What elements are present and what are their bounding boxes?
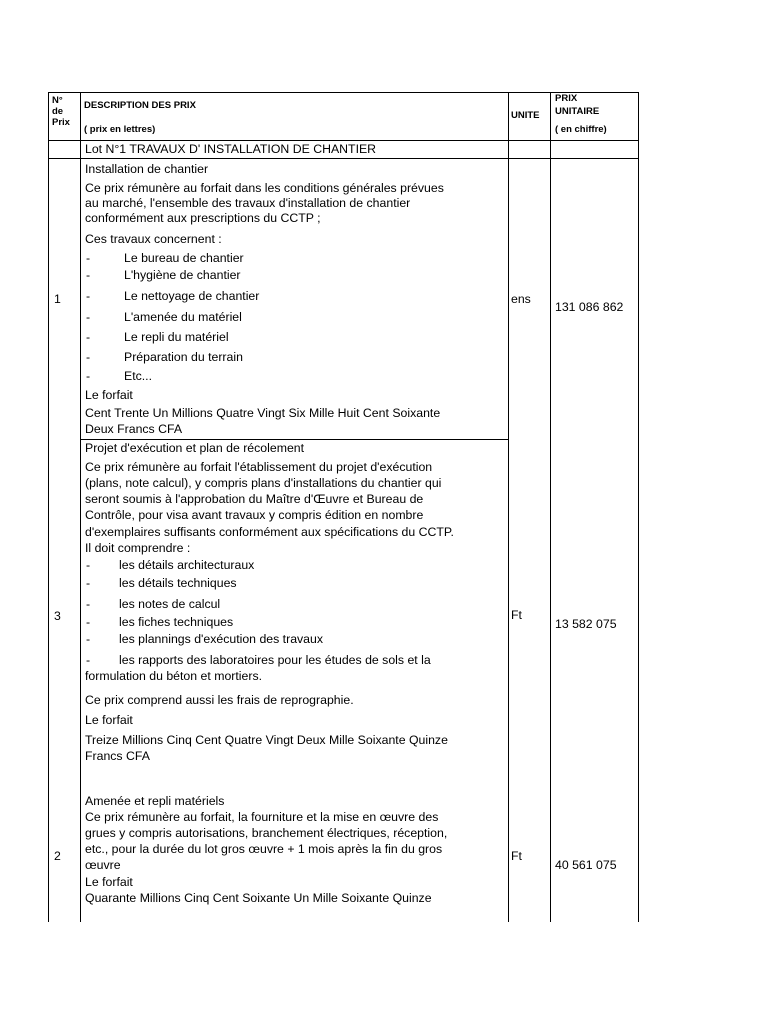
col-unit-border (508, 92, 509, 922)
bullet-dash: - (86, 330, 91, 344)
row3-bullet: les détails techniques (119, 576, 237, 590)
row3-desc-line: Il doit comprendre : (85, 541, 191, 555)
bullet-dash: - (86, 558, 91, 572)
row1-number: 1 (54, 292, 61, 306)
header-price-line1: PRIX (555, 93, 578, 104)
col-price-border (550, 92, 551, 922)
row3-bullet: les plannings d'exécution des travaux (119, 632, 324, 646)
row2-desc-line: œuvre (85, 858, 121, 872)
row1-bullet: Le bureau de chantier (124, 251, 244, 265)
row3-amount-words: Francs CFA (85, 749, 150, 763)
row3-desc-line: Ce prix rémunère au forfait l'établissement du projet d'exécution (85, 460, 433, 474)
bullet-dash: - (86, 251, 91, 265)
row1-amount-words: Cent Trente Un Millions Quatre Vingt Six Mille Huit Cent Soixante (85, 406, 441, 420)
bullet-dash: - (86, 350, 91, 364)
row1-desc-line: conformément aux prescriptions du CCTP ; (85, 211, 321, 225)
bullet-dash: - (86, 268, 91, 282)
row2-title: Amenée et repli matériels (85, 794, 225, 808)
row2-price: 40 561 075 (555, 858, 617, 872)
row3-bullet: les rapports des laboratoires pour les études de sols et la (119, 653, 431, 667)
header-description-title: DESCRIPTION DES PRIX (84, 100, 196, 111)
row1-bullet: Le nettoyage de chantier (124, 289, 260, 303)
lot-title: Lot N°1 TRAVAUX D' INSTALLATION DE CHANTIER (85, 142, 377, 156)
row1-title: Installation de chantier (85, 162, 209, 176)
header-description-sub: ( prix en lettres) (84, 124, 156, 135)
table-right-border (638, 92, 639, 922)
row2-number: 2 (54, 849, 61, 863)
row3-desc-line: Contrôle, pour visa avant travaux y compris édition en nombre (85, 508, 424, 522)
bullet-dash: - (86, 615, 91, 629)
bullet-dash: - (86, 310, 91, 324)
row3-desc-line: (plans, note calcul), y compris plans d'installations du chantier qui (85, 476, 442, 490)
row1-bullet: L'amenée du matériel (124, 310, 242, 324)
row2-unit: Ft (511, 849, 522, 863)
bullet-dash: - (86, 653, 91, 667)
row3-desc-line: d'exemplaires suffisants conformément aux spécifications du CCTP. (85, 525, 454, 539)
row2-desc-line: grues y compris autorisations, branchement électriques, réception, (85, 826, 448, 840)
row3-title: Projet d'exécution et plan de récolement (85, 441, 305, 455)
bullet-dash: - (86, 289, 91, 303)
row3-desc-line: seront soumis à l'approbation du Maître d'Œuvre et Bureau de (85, 492, 424, 506)
row1-desc-line: Ce prix rémunère au forfait dans les conditions générales prévues (85, 181, 444, 195)
table-left-border (48, 92, 49, 922)
bullet-dash: - (86, 597, 91, 611)
row3-bullet: les détails architecturaux (119, 558, 255, 572)
bullet-dash: - (86, 369, 91, 383)
col-description-border (80, 92, 81, 922)
row3-price: 13 582 075 (555, 617, 617, 631)
row3-number: 3 (54, 609, 61, 623)
row2-desc-line: Ce prix rémunère au forfait, la fourniture et la mise en œuvre des (85, 810, 439, 824)
row1-bullet: L'hygiène de chantier (124, 268, 241, 282)
row3-bullet-continuation: formulation du béton et mortiers. (85, 669, 263, 683)
row1-forfait: Le forfait (85, 388, 133, 402)
row3-amount-words: Treize Millions Cinq Cent Quatre Vingt Deux Mille Soixante Quinze (85, 733, 448, 747)
header-number-line1: N° (52, 95, 63, 106)
row1-bullet: Préparation du terrain (124, 350, 243, 364)
row1-intro: Ces travaux concernent : (85, 232, 222, 246)
row1-desc-bottom-border (80, 439, 509, 440)
row3-extra: Ce prix comprend aussi les frais de reprographie. (85, 693, 354, 707)
row1-bullet: Le repli du matériel (124, 330, 229, 344)
row3-unit: Ft (511, 608, 522, 622)
row3-forfait: Le forfait (85, 713, 133, 727)
header-unit: UNITE (511, 110, 540, 121)
row3-bullet: les fiches techniques (119, 615, 234, 629)
header-price-line3: ( en chiffre) (555, 124, 607, 135)
row1-amount-words: Deux Francs CFA (85, 422, 183, 436)
row2-forfait: Le forfait (85, 875, 133, 889)
header-number-line3: Prix (52, 117, 70, 128)
row2-desc-line: etc., pour la durée du lot gros œuvre + 1 mois après la fin du gros (85, 842, 443, 856)
row1-unit: ens (511, 292, 531, 306)
bullet-dash: - (86, 576, 91, 590)
row1-bullet: Etc... (124, 369, 153, 383)
row2-amount-words: Quarante Millions Cinq Cent Soixante Un Mille Soixante Quinze (85, 891, 432, 905)
row3-bullet: les notes de calcul (119, 597, 221, 611)
row1-desc-line: au marché, l'ensemble des travaux d'installation de chantier (85, 196, 411, 210)
header-number-line2: de (52, 106, 64, 117)
header-price-line2: UNITAIRE (555, 106, 600, 117)
bullet-dash: - (86, 632, 91, 646)
row1-price: 131 086 862 (555, 300, 624, 314)
